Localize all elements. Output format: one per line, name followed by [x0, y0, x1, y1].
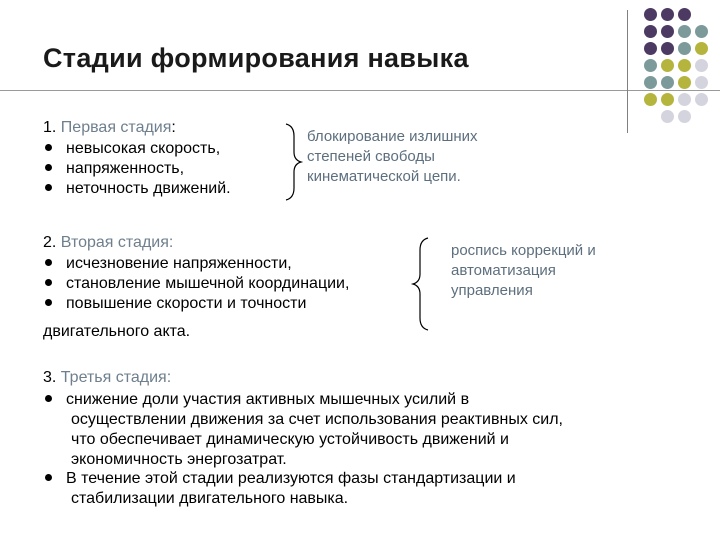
- corner-vertical-line: [627, 10, 628, 133]
- stage1-number: 1.: [43, 119, 57, 136]
- stage2-list: [45, 254, 349, 314]
- bullet-icon: [45, 299, 52, 306]
- dot: [644, 76, 657, 89]
- list-item: невысокая скорость,: [45, 139, 231, 159]
- stage1-label: Первая стадия: [60, 119, 172, 136]
- bullet-icon: [45, 259, 52, 266]
- dot: [644, 25, 657, 38]
- bullet-icon: [45, 144, 52, 151]
- stage2-number: 2.: [43, 234, 57, 251]
- dot: [644, 93, 657, 106]
- dot: [695, 93, 708, 106]
- stage3-item2: В течение этой стадии реализуются фазы стандартизации и стабилизации двигательного навыка.: [45, 469, 516, 509]
- dot: [678, 59, 691, 72]
- dot: [661, 25, 674, 38]
- dot: [678, 25, 691, 38]
- dot: [644, 8, 657, 21]
- dot: [678, 93, 691, 106]
- stage2-note: роспись коррекций и автоматизация управления: [451, 242, 596, 299]
- dot: [678, 110, 691, 123]
- dot: [695, 59, 708, 72]
- list-item: неточность движений.: [45, 179, 231, 199]
- dot: [678, 42, 691, 55]
- list-item: повышение скорости и точности: [45, 294, 349, 314]
- stage2-brace: [410, 236, 434, 332]
- list-item: исчезновение напряженности,: [45, 254, 349, 274]
- dot: [644, 42, 657, 55]
- stage3-item1: снижение доли участия активных мышечных усилий в осуществлении движения за счет использования реактивных сил, что обеспечивает динамическую устойчивость движений и экономичность энергозатрат.: [45, 390, 563, 470]
- stage2-label: Вторая стадия:: [60, 234, 174, 251]
- dot: [661, 93, 674, 106]
- list-item: становление мышечной координации,: [45, 274, 349, 294]
- stage3-heading: [43, 368, 171, 388]
- stage1-list: [45, 139, 231, 199]
- dot: [695, 25, 708, 38]
- stage3-label: Третья стадия:: [60, 369, 172, 386]
- dot: [678, 76, 691, 89]
- stage2-tail: двигательного акта.: [43, 323, 191, 340]
- dot: [661, 110, 674, 123]
- dot: [695, 76, 708, 89]
- bullet-icon: [45, 279, 52, 286]
- bullet-icon: [45, 395, 52, 402]
- stage1-brace: [284, 122, 304, 202]
- dot: [678, 8, 691, 21]
- stage1-colon: :: [171, 119, 176, 136]
- dot: [661, 8, 674, 21]
- stage3-number: 3.: [43, 369, 57, 386]
- dot: [644, 59, 657, 72]
- bullet-icon: [45, 474, 52, 481]
- list-item: напряженность,: [45, 159, 231, 179]
- bullet-icon: [45, 184, 52, 191]
- title-divider: [0, 90, 720, 91]
- stage1-heading: [43, 118, 176, 138]
- dot: [661, 42, 674, 55]
- stage2-heading: [43, 233, 173, 253]
- dot: [661, 59, 674, 72]
- bullet-icon: [45, 164, 52, 171]
- dot: [661, 76, 674, 89]
- dot: [695, 42, 708, 55]
- stage1-note: блокирование излишних степеней свободы кинематической цепи.: [307, 128, 478, 185]
- slide-title: Стадии формирования навыка: [43, 43, 469, 73]
